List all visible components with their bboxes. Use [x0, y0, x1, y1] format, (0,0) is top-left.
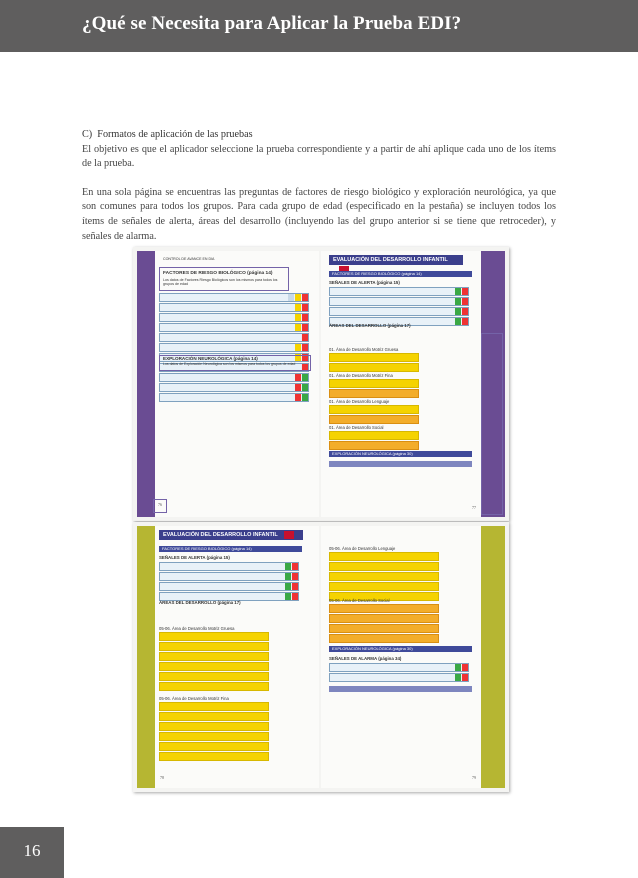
page-number: 79 — [472, 775, 476, 780]
exploracion-rows — [159, 373, 309, 403]
factores-note: Los datos de Factores Riesgo Biológicos son los mismos para todos los grupos de edad — [163, 278, 278, 286]
area-motriz-gruesa: 01. Área de Desarrollo Motriz Gruesa — [329, 347, 399, 352]
table-row — [159, 293, 309, 302]
page-number: 76 — [158, 502, 162, 507]
table-row — [329, 614, 439, 623]
area-motriz-gruesa: 05-06. Área de Desarrollo Motriz Gruesa — [159, 626, 235, 631]
table-row — [159, 373, 309, 382]
table-row — [329, 582, 439, 591]
table-row — [329, 431, 419, 440]
table-row — [159, 712, 269, 721]
table-row — [329, 663, 469, 672]
page-number: 77 — [472, 505, 476, 510]
booklet-page-78 — [137, 526, 319, 788]
area-rows-3 — [329, 552, 439, 602]
table-row — [159, 662, 269, 671]
alerta-title: SEÑALES DE ALERTA (página 15) — [159, 555, 230, 560]
exploracion-subheading: EXPLORACIÓN NEUROLÓGICA (página 30) — [329, 451, 472, 457]
table-row — [329, 604, 439, 613]
factores-title: FACTORES DE RIESGO BIOLÓGICO (página 14) — [163, 271, 273, 276]
page-number-box — [0, 827, 64, 878]
area-lenguaje: 01. Área de Desarrollo Lenguaje — [329, 399, 390, 404]
table-row — [159, 303, 309, 312]
table-row — [159, 313, 309, 322]
alarma-subheading — [329, 686, 472, 692]
area-rows-2 — [329, 379, 419, 399]
table-row — [329, 353, 419, 362]
alerta-title: SEÑALES DE ALERTA (página 15) — [329, 280, 400, 285]
area-rows-2 — [159, 702, 269, 762]
factores-subheading: FACTORES DE RIESGO BIOLÓGICO (página 14) — [159, 546, 302, 552]
area-motriz-fina: 05-06. Área de Desarrollo Motriz Fina — [159, 696, 229, 701]
exploracion-subheading: EXPLORACIÓN NEUROLÓGICA (página 30) — [329, 646, 472, 652]
table-row — [329, 363, 419, 372]
exploracion-title: EXPLORACIÓN NEUROLÓGICA (página 14) — [163, 356, 258, 361]
band-title: EVALUACIÓN DEL DESARROLLO INFANTIL — [163, 532, 278, 538]
booklet-spread-top — [133, 247, 509, 521]
table-row — [159, 732, 269, 741]
page-tab-strip — [137, 526, 155, 788]
table-row — [159, 562, 299, 571]
table-row — [329, 415, 419, 424]
table-row — [329, 441, 419, 450]
booklet-page-76 — [137, 251, 319, 517]
control-heading: CONTROL DE AVANCE EN DIA — [163, 257, 215, 261]
table-row — [329, 405, 419, 414]
area-rows-4 — [329, 604, 439, 644]
table-row — [329, 297, 469, 306]
table-row — [159, 722, 269, 731]
area-rows-4 — [329, 431, 419, 451]
area-rows-3 — [329, 405, 419, 425]
table-row — [159, 742, 269, 751]
table-row — [159, 393, 309, 402]
exploracion-subheading-2 — [329, 461, 472, 467]
table-row — [159, 642, 269, 651]
table-row — [159, 343, 309, 352]
table-row — [329, 379, 419, 388]
area-rows-1 — [329, 353, 419, 373]
paragraph-1: El objetivo es que el aplicador seleccione la prueba correspondiente y a partir de ahí aplique cada uno de los ítems de la prueba. — [82, 143, 556, 170]
table-row — [329, 287, 469, 296]
area-motriz-fina: 01. Área de Desarrollo Motriz Fina — [329, 373, 393, 378]
page-tab-strip — [137, 251, 155, 517]
table-row — [159, 582, 299, 591]
table-row — [159, 702, 269, 711]
band-title: EVALUACIÓN DEL DESARROLLO INFANTIL — [333, 257, 448, 263]
area-social: 05-06. Área de Desarrollo Social — [329, 598, 390, 603]
table-row — [329, 634, 439, 643]
table-row — [159, 323, 309, 332]
table-row — [329, 572, 439, 581]
alarma-title: SEÑALES DE ALARMA (página 34) — [329, 656, 402, 661]
factores-subheading: FACTORES DE RIESGO BIOLÓGICO (página 14) — [329, 271, 472, 277]
page-number: 78 — [160, 775, 164, 780]
evaluation-band — [329, 255, 463, 265]
table-row — [159, 652, 269, 661]
booklet-page-77 — [321, 251, 505, 517]
section-title: C) Formatos de aplicación de las pruebas — [82, 129, 253, 140]
page-tab-strip — [481, 526, 505, 788]
area-lenguaje: 05-06. Área de Desarrollo Lenguaje — [329, 546, 396, 551]
area-rows-1 — [159, 632, 269, 692]
area-social: 01. Área de Desarrollo Social — [329, 425, 384, 430]
section-heading — [82, 128, 556, 143]
table-row — [329, 307, 469, 316]
table-row — [159, 672, 269, 681]
table-row — [159, 632, 269, 641]
table-row — [159, 572, 299, 581]
table-row — [159, 383, 309, 392]
areas-title: ÁREAS DEL DESARROLLO (página 17) — [329, 323, 411, 328]
paragraph-2: En una sola página se encuentras las preguntas de factores de riesgo biológico y exploración neurológica, ya que son comunes para todos los grupos. Para cada grupo de edad (especificado en la pestaña) se incluyen todos los ítems de señales de alerta, áreas del desarrollo (incluyendo las del grupo anterior si se tiene que retroceder), y señales de alarma. — [82, 186, 556, 242]
page-number: 16 — [23, 841, 41, 860]
body-text — [82, 128, 556, 252]
evaluation-band — [159, 530, 303, 540]
page-title: ¿Qué se Necesita para Aplicar la Prueba EDI? — [82, 13, 462, 34]
table-row — [159, 333, 309, 342]
table-row — [329, 389, 419, 398]
tab-highlight-box — [481, 333, 503, 515]
table-row — [329, 624, 439, 633]
table-row — [329, 673, 469, 682]
alerta-rows — [159, 562, 299, 602]
alarma-rows — [329, 663, 469, 683]
table-row — [159, 752, 269, 761]
exploracion-note: Los datos de Exploración Neurológica son los mismos para todos los grupos de edad — [163, 362, 296, 366]
table-row — [329, 552, 439, 561]
booklet-spread-bottom — [133, 522, 509, 792]
areas-title: ÁREAS DEL DESARROLLO (página 17) — [159, 600, 241, 605]
page-header — [0, 0, 638, 52]
booklet-page-79 — [321, 526, 505, 788]
alerta-rows — [329, 287, 469, 327]
table-row — [329, 562, 439, 571]
table-row — [159, 682, 269, 691]
